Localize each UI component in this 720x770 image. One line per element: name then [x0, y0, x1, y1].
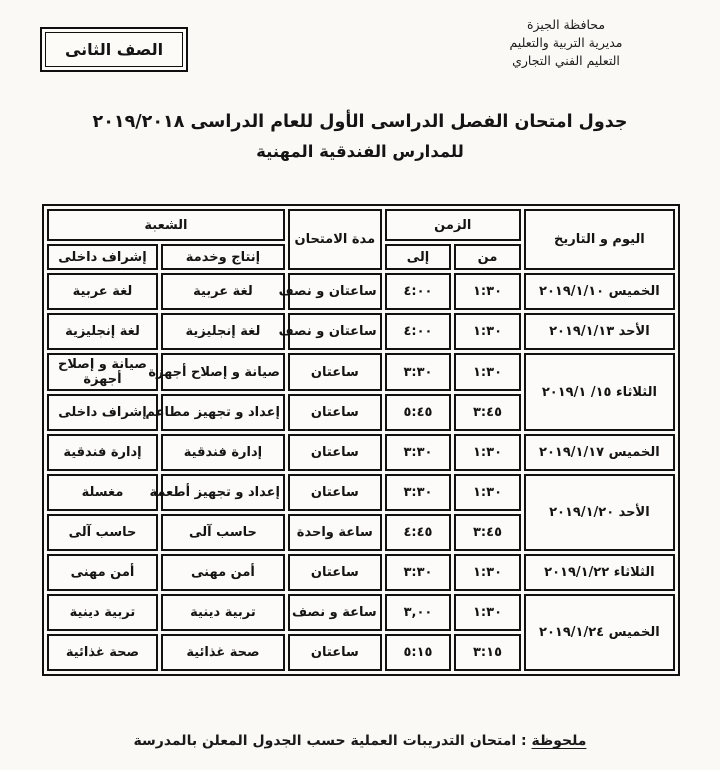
cell-duration: ساعتان	[288, 474, 382, 511]
cell-to: ٥:١٥	[385, 634, 452, 671]
cell-from: ٣:٤٥	[454, 514, 521, 551]
cell-from: ١:٣٠	[454, 474, 521, 511]
cell-to: ٣:٣٠	[385, 474, 452, 511]
exam-title-line1: جدول امتحان الفصل الدراسى الأول للعام الدراسى ٢٠١٩/٢٠١٨	[92, 112, 628, 132]
cell-duration: ساعتان	[288, 434, 382, 471]
cell-to: ٣:٣٠	[385, 554, 452, 591]
cell-production-subject: صيانة و إصلاح أجهزة	[161, 353, 285, 391]
cell-production-subject: إعداد و تجهيز مطاعم	[161, 394, 285, 431]
letterhead-education-type: التعليم الفني التجاري	[512, 53, 620, 69]
cell-duration: ساعة و نصف	[288, 594, 382, 631]
cell-duration: ساعتان	[288, 394, 382, 431]
cell-production-subject: تربية دينية	[161, 594, 285, 631]
table-row	[47, 474, 675, 511]
table-row	[47, 313, 675, 350]
cell-from: ١:٣٠	[454, 594, 521, 631]
letterhead-directorate: مديرية التربية والتعليم	[509, 35, 623, 51]
cell-duration: ساعتان	[288, 554, 382, 591]
cell-supervision-subject: لغة عربية	[47, 273, 158, 310]
cell-to: ٣,٠٠	[385, 594, 452, 631]
cell-from: ١:٣٠	[454, 273, 521, 310]
cell-date: الخميس ٢٠١٩/١/١٠	[524, 273, 675, 310]
table-row	[47, 353, 675, 391]
cell-production-subject: إعداد و تجهيز أطعمة	[161, 474, 285, 511]
cell-production-subject: صحة غذائية	[161, 634, 285, 671]
header-day-date: اليوم و التاريخ	[524, 209, 675, 270]
header-branch: الشعبة	[47, 209, 285, 241]
cell-supervision-subject: إدارة فندقية	[47, 434, 158, 471]
cell-supervision-subject: حاسب آلى	[47, 514, 158, 551]
table-row	[47, 594, 675, 631]
cell-date: الثلاثاء ١٥/ ٢٠١٩/١	[524, 353, 675, 431]
cell-supervision-subject: صحة غذائية	[47, 634, 158, 671]
cell-from: ١:٣٠	[454, 554, 521, 591]
cell-production-subject: أمن مهنى	[161, 554, 285, 591]
cell-production-subject: حاسب آلى	[161, 514, 285, 551]
cell-duration: ساعتان	[288, 353, 382, 391]
table-row	[47, 554, 675, 591]
footer-note-text: : امتحان التدريبات العملية حسب الجدول المعلن بالمدرسة	[133, 733, 532, 749]
table-row	[47, 434, 675, 471]
cell-date: الأحد ٢٠١٩/١/٢٠	[524, 474, 675, 551]
grade-box	[40, 27, 188, 72]
cell-date: الثلاثاء ٢٠١٩/١/٢٢	[524, 554, 675, 591]
header-time: الزمن	[385, 209, 521, 241]
cell-from: ٣:٤٥	[454, 394, 521, 431]
footer-note-label: ملحوظة	[531, 733, 587, 749]
cell-date: الخميس ٢٠١٩/١/١٧	[524, 434, 675, 471]
cell-supervision-subject: إشراف داخلى	[47, 394, 158, 431]
header-time-to: إلى	[385, 244, 452, 270]
exam-title	[0, 112, 720, 161]
cell-duration: ساعتان و نصف	[288, 273, 382, 310]
cell-production-subject: لغة إنجليزية	[161, 313, 285, 350]
header-time-from: من	[454, 244, 521, 270]
exam-title-line2: للمدارس الفندقية المهنية	[256, 142, 464, 161]
cell-supervision-subject: أمن مهنى	[47, 554, 158, 591]
header-row-1	[47, 209, 675, 241]
table-row	[47, 273, 675, 310]
cell-duration: ساعة واحدة	[288, 514, 382, 551]
cell-supervision-subject: صيانة و إصلاح أجهزة	[47, 353, 158, 391]
header-duration: مدة الامتحان	[288, 209, 382, 270]
cell-from: ٣:١٥	[454, 634, 521, 671]
letterhead-governorate: محافظة الجيزة	[526, 17, 606, 32]
cell-date: الأحد ٢٠١٩/١/١٣	[524, 313, 675, 350]
cell-production-subject: لغة عربية	[161, 273, 285, 310]
cell-to: ٤:٤٥	[385, 514, 452, 551]
exam-schedule-table	[42, 204, 680, 676]
header-internal-supervision: إشراف داخلى	[47, 244, 158, 270]
cell-date: الخميس ٢٠١٩/١/٢٤	[524, 594, 675, 671]
letterhead	[486, 16, 646, 70]
cell-to: ٣:٣٠	[385, 434, 452, 471]
cell-supervision-subject: تربية دينية	[47, 594, 158, 631]
cell-to: ٤:٠٠	[385, 273, 452, 310]
cell-duration: ساعتان	[288, 634, 382, 671]
cell-supervision-subject: لغة إنجليزية	[47, 313, 158, 350]
grade-box-label: الصف الثانى	[45, 32, 183, 67]
cell-from: ١:٣٠	[454, 313, 521, 350]
cell-to: ٣:٣٠	[385, 353, 452, 391]
header-production-service: إنتاج وخدمة	[161, 244, 285, 270]
cell-supervision-subject: مغسلة	[47, 474, 158, 511]
cell-from: ١:٣٠	[454, 353, 521, 391]
cell-production-subject: إدارة فندقية	[161, 434, 285, 471]
footer-note	[0, 733, 720, 749]
cell-duration: ساعتان و نصف	[288, 313, 382, 350]
cell-to: ٥:٤٥	[385, 394, 452, 431]
cell-from: ١:٣٠	[454, 434, 521, 471]
cell-to: ٤:٠٠	[385, 313, 452, 350]
